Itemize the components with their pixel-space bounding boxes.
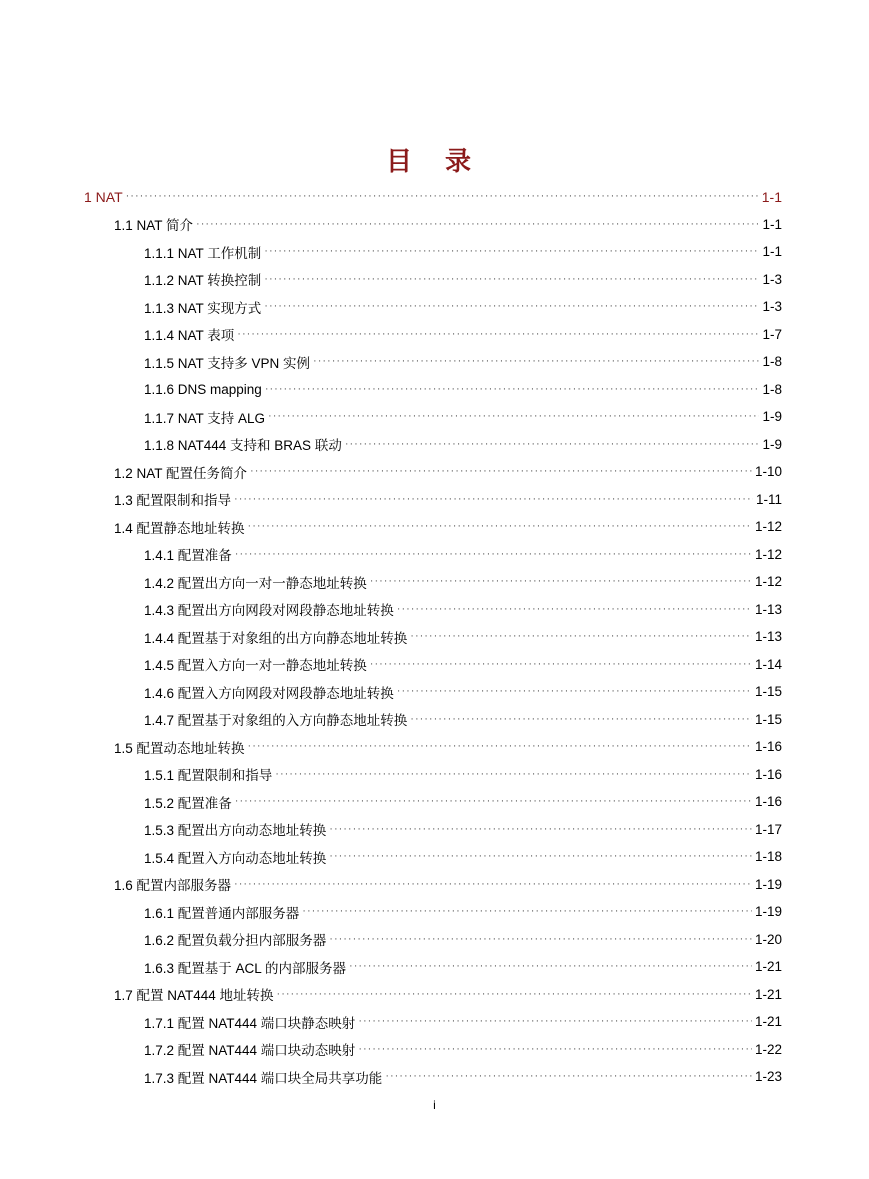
toc-leader-dots — [302, 906, 752, 917]
toc-entry-page: 1-14 — [754, 656, 782, 672]
toc-entry-page: 1-16 — [754, 739, 782, 755]
toc-entry[interactable] — [84, 183, 782, 211]
toc-entry-page: 1-1 — [762, 244, 782, 260]
toc-entry[interactable] — [144, 953, 782, 981]
toc-leader-dots — [268, 411, 759, 422]
toc-leader-dots — [358, 1016, 752, 1027]
toc-entry-label: 1.7 配置 NAT444 地址转换 — [114, 988, 274, 1004]
toc-entry-label: 1.6.2 配置负载分担内部服务器 — [144, 933, 327, 949]
page-number: i — [433, 1098, 436, 1112]
toc-leader-dots — [265, 384, 760, 395]
toc-entry[interactable] — [114, 871, 782, 899]
toc-entry-label: 1.1.8 NAT444 支持和 BRAS 联动 — [144, 438, 342, 454]
toc-entry-page: 1-3 — [762, 271, 782, 287]
toc-entry[interactable] — [144, 651, 782, 679]
toc-entry-label: 1.1.7 NAT 支持 ALG — [144, 410, 266, 426]
toc-entry-page: 1-20 — [754, 931, 782, 947]
toc-entry-page: 1-16 — [754, 794, 782, 810]
toc-entry[interactable] — [144, 541, 782, 569]
toc-leader-dots — [329, 934, 752, 945]
toc-entry-label: 1.4.5 配置入方向一对一静态地址转换 — [144, 658, 367, 674]
toc-entry-label: 1.7.1 配置 NAT444 端口块静态映射 — [144, 1015, 356, 1031]
toc-entry-label: 1.1.3 NAT 实现方式 — [144, 300, 262, 316]
toc-entry-page: 1-23 — [754, 1069, 782, 1085]
toc-entry-page: 1-12 — [754, 546, 782, 562]
toc-entry-label: 1.4 配置静态地址转换 — [114, 520, 245, 536]
toc-entry-label: 1.5.4 配置入方向动态地址转换 — [144, 850, 327, 866]
toc-entry[interactable] — [144, 898, 782, 926]
toc-leader-dots — [410, 631, 752, 642]
toc-entry[interactable] — [144, 266, 782, 294]
toc-entry-label: 1.1.4 NAT 表项 — [144, 328, 235, 344]
toc-leader-dots — [234, 494, 753, 505]
toc-entry-page: 1-9 — [762, 436, 782, 452]
toc-entry[interactable] — [144, 403, 782, 431]
toc-entry-label: 1.1.5 NAT 支持多 VPN 实例 — [144, 355, 311, 371]
toc-entry-label: 1.5.3 配置出方向动态地址转换 — [144, 823, 327, 839]
toc-entry-label: 1.6 配置内部服务器 — [114, 878, 232, 894]
toc-entry-label: 1.2 NAT 配置任务简介 — [114, 465, 248, 481]
toc-leader-dots — [264, 301, 759, 312]
toc-leader-dots — [235, 549, 752, 560]
toc-entry-page: 1-21 — [754, 986, 782, 1002]
toc-entry-page: 1-15 — [754, 711, 782, 727]
toc-entry-label: 1 NAT — [84, 188, 123, 205]
table-of-contents — [0, 183, 869, 1091]
toc-entry-label: 1.1 NAT 简介 — [114, 218, 194, 234]
toc-entry[interactable] — [144, 568, 782, 596]
toc-entry-page: 1-17 — [754, 821, 782, 837]
toc-entry[interactable] — [114, 513, 782, 541]
toc-leader-dots — [237, 329, 759, 340]
toc-entry[interactable] — [144, 348, 782, 376]
toc-entry-page: 1-21 — [754, 1014, 782, 1030]
toc-leader-dots — [345, 439, 760, 450]
toc-entry-page: 1-13 — [754, 629, 782, 645]
toc-entry-label: 1.3 配置限制和指导 — [114, 493, 232, 509]
toc-entry-page: 1-8 — [762, 354, 782, 370]
toc-entry[interactable] — [114, 486, 782, 514]
toc-entry[interactable] — [114, 981, 782, 1009]
toc-leader-dots — [248, 521, 752, 532]
toc-leader-dots — [234, 879, 752, 890]
toc-entry-label: 1.4.1 配置准备 — [144, 548, 232, 564]
toc-entry-label: 1.4.4 配置基于对象组的出方向静态地址转换 — [144, 630, 408, 646]
toc-leader-dots — [397, 604, 752, 615]
toc-entry-label: 1.4.7 配置基于对象组的入方向静态地址转换 — [144, 713, 408, 729]
toc-leader-dots — [349, 961, 752, 972]
toc-entry[interactable] — [144, 788, 782, 816]
toc-entry[interactable] — [144, 678, 782, 706]
toc-leader-dots — [264, 274, 759, 285]
toc-entry-page: 1-9 — [762, 409, 782, 425]
toc-leader-dots — [329, 851, 752, 862]
toc-entry-page: 1-19 — [754, 904, 782, 920]
toc-entry-label: 1.1.2 NAT 转换控制 — [144, 273, 262, 289]
toc-entry-page: 1-11 — [755, 491, 782, 507]
toc-leader-dots — [370, 659, 752, 670]
toc-entry[interactable] — [144, 238, 782, 266]
toc-entry[interactable] — [144, 431, 782, 459]
toc-entry-page: 1-21 — [754, 959, 782, 975]
toc-entry-page: 1-1 — [762, 216, 782, 232]
toc-leader-dots — [385, 1071, 752, 1082]
toc-entry-page: 1-3 — [762, 299, 782, 315]
toc-entry-page: 1-18 — [754, 849, 782, 865]
toc-leader-dots — [126, 191, 759, 202]
toc-entry[interactable] — [144, 321, 782, 349]
toc-entry-label: 1.4.3 配置出方向网段对网段静态地址转换 — [144, 603, 394, 619]
toc-entry-label: 1.5.2 配置准备 — [144, 795, 232, 811]
toc-leader-dots — [248, 741, 752, 752]
toc-leader-dots — [410, 714, 752, 725]
toc-entry-page: 1-7 — [762, 326, 782, 342]
toc-entry-page: 1-16 — [754, 766, 782, 782]
toc-entry[interactable] — [144, 761, 782, 789]
page-title: 目 录 — [385, 147, 484, 178]
toc-entry-page: 1-8 — [762, 381, 782, 397]
toc-leader-dots — [358, 1044, 752, 1055]
toc-entry[interactable] — [144, 843, 782, 871]
toc-leader-dots — [397, 686, 752, 697]
toc-leader-dots — [250, 466, 752, 477]
toc-entry[interactable] — [114, 211, 782, 239]
toc-entry[interactable] — [144, 1063, 782, 1091]
toc-entry[interactable] — [144, 926, 782, 954]
toc-entry-label: 1.5 配置动态地址转换 — [114, 740, 245, 756]
toc-entry[interactable] — [144, 376, 782, 404]
toc-entry[interactable] — [114, 733, 782, 761]
toc-leader-dots — [275, 769, 752, 780]
toc-entry[interactable] — [144, 816, 782, 844]
toc-leader-dots — [277, 989, 752, 1000]
toc-entry-page: 1-15 — [754, 684, 782, 700]
toc-entry-label: 1.4.6 配置入方向网段对网段静态地址转换 — [144, 685, 394, 701]
toc-entry[interactable] — [144, 1008, 782, 1036]
toc-entry-label: 1.5.1 配置限制和指导 — [144, 768, 273, 784]
toc-entry-page: 1-12 — [754, 574, 782, 590]
toc-entry[interactable] — [114, 458, 782, 486]
toc-entry[interactable] — [144, 1036, 782, 1064]
toc-entry-page: 1-19 — [754, 876, 782, 892]
toc-entry-page: 1-10 — [754, 464, 782, 480]
toc-entry-label: 1.6.3 配置基于 ACL 的内部服务器 — [144, 960, 347, 976]
toc-entry-page: 1-22 — [754, 1041, 782, 1057]
toc-entry-label: 1.7.3 配置 NAT444 端口块全局共享功能 — [144, 1070, 383, 1086]
toc-entry[interactable] — [144, 293, 782, 321]
toc-entry[interactable] — [144, 596, 782, 624]
toc-leader-dots — [329, 824, 752, 835]
toc-leader-dots — [264, 246, 759, 257]
toc-entry-page: 1-13 — [754, 601, 782, 617]
toc-entry-page: 1-1 — [761, 188, 782, 205]
toc-entry-page: 1-12 — [754, 519, 782, 535]
toc-leader-dots — [235, 796, 752, 807]
toc-leader-dots — [313, 356, 759, 367]
toc-leader-dots — [196, 219, 759, 230]
toc-entry[interactable] — [144, 623, 782, 651]
toc-entry[interactable] — [144, 706, 782, 734]
toc-entry-label: 1.1.6 DNS mapping — [144, 381, 262, 397]
toc-entry-label: 1.7.2 配置 NAT444 端口块动态映射 — [144, 1043, 356, 1059]
toc-entry-label: 1.6.1 配置普通内部服务器 — [144, 905, 300, 921]
toc-entry-label: 1.4.2 配置出方向一对一静态地址转换 — [144, 575, 367, 591]
toc-entry-label: 1.1.1 NAT 工作机制 — [144, 245, 262, 261]
toc-leader-dots — [370, 576, 752, 587]
